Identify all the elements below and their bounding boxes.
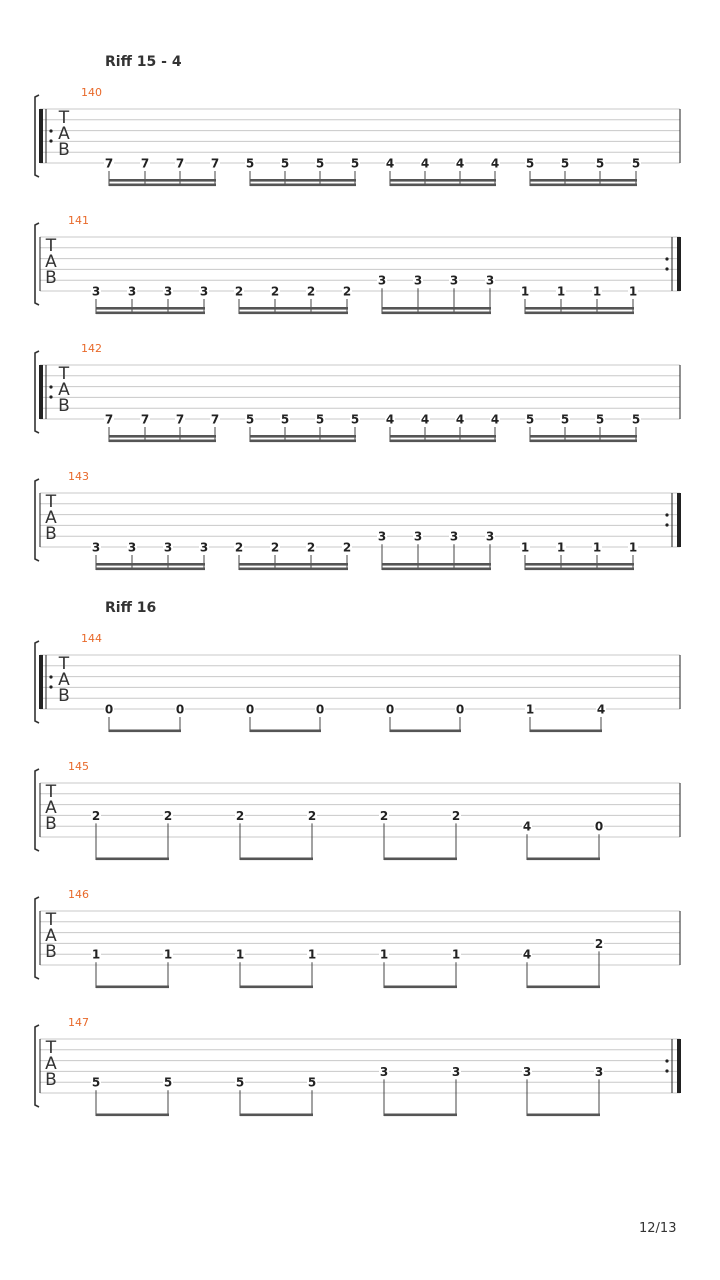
beam — [239, 312, 348, 315]
beam — [96, 986, 169, 989]
repeat-end-thick-bar — [677, 493, 681, 547]
tab-clef-letter-a: A — [45, 798, 57, 818]
fret-number: 4 — [420, 156, 430, 171]
fret-number: 7 — [175, 156, 185, 171]
beam — [96, 563, 205, 566]
repeat-dot — [665, 1069, 668, 1072]
fret-number: 3 — [91, 284, 101, 299]
fret-number: 2 — [234, 284, 244, 299]
repeat-dot — [665, 267, 668, 270]
fret-number: 5 — [91, 1075, 101, 1090]
beam — [250, 440, 356, 443]
repeat-start-thick-bar — [39, 655, 43, 709]
fret-number: 3 — [91, 540, 101, 555]
tab-clef-letter-t: T — [45, 782, 57, 802]
tab-system-140 — [35, 86, 680, 186]
fret-number: 4 — [455, 156, 465, 171]
beam — [240, 986, 313, 989]
beam — [240, 1114, 313, 1117]
measure-number: 147 — [68, 1016, 89, 1029]
fret-number: 4 — [385, 156, 395, 171]
fret-number: 4 — [455, 412, 465, 427]
fret-number: 5 — [525, 412, 535, 427]
fret-number: 7 — [175, 412, 185, 427]
fret-number: 4 — [522, 819, 532, 834]
beam — [96, 307, 205, 310]
tab-clef-letter-a: A — [45, 252, 57, 272]
beam — [109, 730, 181, 733]
system-bracket — [35, 1025, 39, 1107]
tab-clef-letter-b: B — [45, 268, 57, 288]
fret-number: 5 — [560, 412, 570, 427]
repeat-dot — [665, 1059, 668, 1062]
fret-number: 1 — [556, 284, 566, 299]
fret-number: 5 — [560, 156, 570, 171]
fret-number: 4 — [490, 156, 500, 171]
system-bracket — [35, 641, 39, 723]
repeat-start-thick-bar — [39, 109, 43, 163]
tab-clef-letter-a: A — [45, 926, 57, 946]
fret-number: 1 — [592, 540, 602, 555]
tab-clef-letter-b: B — [45, 814, 57, 834]
fret-number: 2 — [234, 540, 244, 555]
fret-number: 2 — [306, 284, 316, 299]
beam — [96, 568, 205, 571]
section-title-riff-15-4: Riff 15 - 4 — [105, 54, 182, 70]
fret-number: 4 — [385, 412, 395, 427]
tab-clef-letter-b: B — [58, 686, 70, 706]
fret-number: 0 — [455, 702, 465, 717]
fret-number: 3 — [594, 1064, 604, 1079]
fret-number: 5 — [631, 412, 641, 427]
fret-number: 4 — [522, 947, 532, 962]
fret-number: 3 — [163, 284, 173, 299]
fret-number: 1 — [628, 540, 638, 555]
fret-number: 5 — [235, 1075, 245, 1090]
repeat-end-thick-bar — [677, 1039, 681, 1093]
fret-number: 4 — [420, 412, 430, 427]
beam — [390, 179, 496, 182]
fret-number: 1 — [525, 702, 535, 717]
repeat-dot — [49, 385, 52, 388]
fret-number: 5 — [350, 412, 360, 427]
fret-number: 1 — [91, 947, 101, 962]
fret-number: 2 — [270, 540, 280, 555]
fret-number: 0 — [104, 702, 114, 717]
tab-clef-letter-t: T — [58, 364, 70, 384]
beam — [530, 440, 637, 443]
system-bracket — [35, 95, 39, 177]
fret-number: 1 — [307, 947, 317, 962]
measure-number: 145 — [68, 760, 89, 773]
fret-number: 1 — [163, 947, 173, 962]
beam — [390, 730, 461, 733]
beam — [384, 986, 457, 989]
tab-clef-letter-b: B — [58, 140, 70, 160]
fret-number: 5 — [631, 156, 641, 171]
system-bracket — [35, 897, 39, 979]
beam — [390, 440, 496, 443]
beam — [525, 568, 634, 571]
beam — [109, 179, 216, 182]
fret-number: 2 — [91, 808, 101, 823]
fret-number: 5 — [525, 156, 535, 171]
measure-number: 141 — [68, 214, 89, 227]
beam — [382, 312, 491, 315]
tab-clef-letter-t: T — [45, 492, 57, 512]
beam — [96, 858, 169, 861]
tab-system-147 — [35, 1016, 681, 1116]
beam — [527, 1114, 600, 1117]
repeat-dot — [665, 523, 668, 526]
tab-clef-letter-b: B — [45, 524, 57, 544]
beam — [530, 184, 637, 187]
fret-number: 3 — [163, 540, 173, 555]
fret-number: 2 — [594, 936, 604, 951]
tab-clef-letter-a: A — [58, 124, 70, 144]
fret-number: 3 — [449, 273, 459, 288]
repeat-end-thick-bar — [677, 237, 681, 291]
fret-number: 3 — [449, 529, 459, 544]
fret-number: 5 — [315, 412, 325, 427]
tab-clef-letter-t: T — [45, 1038, 57, 1058]
repeat-dot — [49, 395, 52, 398]
tab-system-144 — [35, 632, 680, 732]
fret-number: 2 — [451, 808, 461, 823]
fret-number: 1 — [235, 947, 245, 962]
beam — [530, 435, 637, 438]
tab-clef-letter-a: A — [58, 380, 70, 400]
beam — [527, 986, 600, 989]
tab-system-143 — [35, 470, 681, 570]
page-number: 12/13 — [639, 1221, 677, 1236]
fret-number: 2 — [342, 540, 352, 555]
system-bracket — [35, 769, 39, 851]
system-bracket — [35, 351, 39, 433]
beam — [530, 179, 637, 182]
beam — [109, 184, 216, 187]
fret-number: 3 — [127, 284, 137, 299]
fret-number: 0 — [315, 702, 325, 717]
fret-number: 5 — [163, 1075, 173, 1090]
tab-clef-letter-a: A — [58, 670, 70, 690]
fret-number: 2 — [306, 540, 316, 555]
beam — [382, 568, 491, 571]
repeat-dot — [665, 257, 668, 260]
fret-number: 7 — [140, 412, 150, 427]
fret-number: 5 — [280, 412, 290, 427]
fret-number: 0 — [175, 702, 185, 717]
fret-number: 0 — [385, 702, 395, 717]
fret-number: 3 — [485, 273, 495, 288]
beam — [382, 307, 491, 310]
repeat-dot — [665, 513, 668, 516]
beam — [527, 858, 600, 861]
beam — [250, 730, 321, 733]
repeat-dot — [49, 675, 52, 678]
fret-number: 5 — [280, 156, 290, 171]
fret-number: 0 — [594, 819, 604, 834]
fret-number: 1 — [556, 540, 566, 555]
fret-number: 3 — [199, 540, 209, 555]
beam — [239, 307, 348, 310]
beam — [525, 563, 634, 566]
beam — [239, 563, 348, 566]
tab-clef-letter-b: B — [45, 1070, 57, 1090]
fret-number: 1 — [520, 540, 530, 555]
beam — [250, 184, 356, 187]
tab-clef-letter-t: T — [45, 236, 57, 256]
tab-clef-letter-b: B — [45, 942, 57, 962]
beam — [530, 730, 602, 733]
fret-number: 7 — [104, 156, 114, 171]
beam — [109, 440, 216, 443]
fret-number: 3 — [485, 529, 495, 544]
section-title-riff-16: Riff 16 — [105, 600, 157, 616]
beam — [384, 858, 457, 861]
measure-number: 146 — [68, 888, 89, 901]
fret-number: 5 — [350, 156, 360, 171]
fret-number: 1 — [451, 947, 461, 962]
tab-clef-letter-t: T — [58, 108, 70, 128]
fret-number: 1 — [379, 947, 389, 962]
tab-system-145 — [35, 760, 680, 860]
measure-number: 140 — [81, 86, 102, 99]
repeat-dot — [49, 139, 52, 142]
fret-number: 2 — [307, 808, 317, 823]
measure-number: 143 — [68, 470, 89, 483]
fret-number: 3 — [522, 1064, 532, 1079]
measure-number: 142 — [81, 342, 102, 355]
fret-number: 3 — [413, 273, 423, 288]
fret-number: 7 — [210, 412, 220, 427]
beam — [240, 858, 313, 861]
tab-clef-letter-a: A — [45, 508, 57, 528]
fret-number: 3 — [377, 273, 387, 288]
fret-number: 7 — [210, 156, 220, 171]
fret-number: 1 — [592, 284, 602, 299]
beam — [382, 563, 491, 566]
fret-number: 5 — [307, 1075, 317, 1090]
beam — [390, 435, 496, 438]
fret-number: 3 — [127, 540, 137, 555]
tab-clef-letter-a: A — [45, 1054, 57, 1074]
fret-number: 5 — [245, 412, 255, 427]
repeat-dot — [49, 129, 52, 132]
fret-number: 5 — [315, 156, 325, 171]
measure-number: 144 — [81, 632, 102, 645]
tab-clef-letter-b: B — [58, 396, 70, 416]
fret-number: 3 — [379, 1064, 389, 1079]
fret-number: 2 — [235, 808, 245, 823]
beam — [96, 1114, 169, 1117]
fret-number: 3 — [413, 529, 423, 544]
fret-number: 5 — [595, 412, 605, 427]
beam — [525, 307, 634, 310]
fret-number: 0 — [245, 702, 255, 717]
fret-number: 5 — [595, 156, 605, 171]
fret-number: 2 — [270, 284, 280, 299]
beam — [109, 435, 216, 438]
beam — [525, 312, 634, 315]
fret-number: 1 — [628, 284, 638, 299]
system-bracket — [35, 223, 39, 305]
fret-number: 7 — [104, 412, 114, 427]
tab-system-146 — [35, 888, 680, 988]
fret-number: 5 — [245, 156, 255, 171]
repeat-start-thick-bar — [39, 365, 43, 419]
repeat-dot — [49, 685, 52, 688]
beam — [96, 312, 205, 315]
tab-clef-letter-t: T — [45, 910, 57, 930]
fret-number: 3 — [451, 1064, 461, 1079]
beam — [239, 568, 348, 571]
fret-number: 3 — [377, 529, 387, 544]
beam — [250, 435, 356, 438]
tab-clef-letter-t: T — [58, 654, 70, 674]
fret-number: 4 — [490, 412, 500, 427]
beam — [390, 184, 496, 187]
fret-number: 2 — [379, 808, 389, 823]
tab-system-141 — [35, 214, 681, 314]
fret-number: 2 — [163, 808, 173, 823]
fret-number: 1 — [520, 284, 530, 299]
system-bracket — [35, 479, 39, 561]
beam — [250, 179, 356, 182]
fret-number: 4 — [596, 702, 606, 717]
beam — [384, 1114, 457, 1117]
fret-number: 2 — [342, 284, 352, 299]
tab-system-142 — [35, 342, 680, 442]
fret-number: 3 — [199, 284, 209, 299]
fret-number: 7 — [140, 156, 150, 171]
